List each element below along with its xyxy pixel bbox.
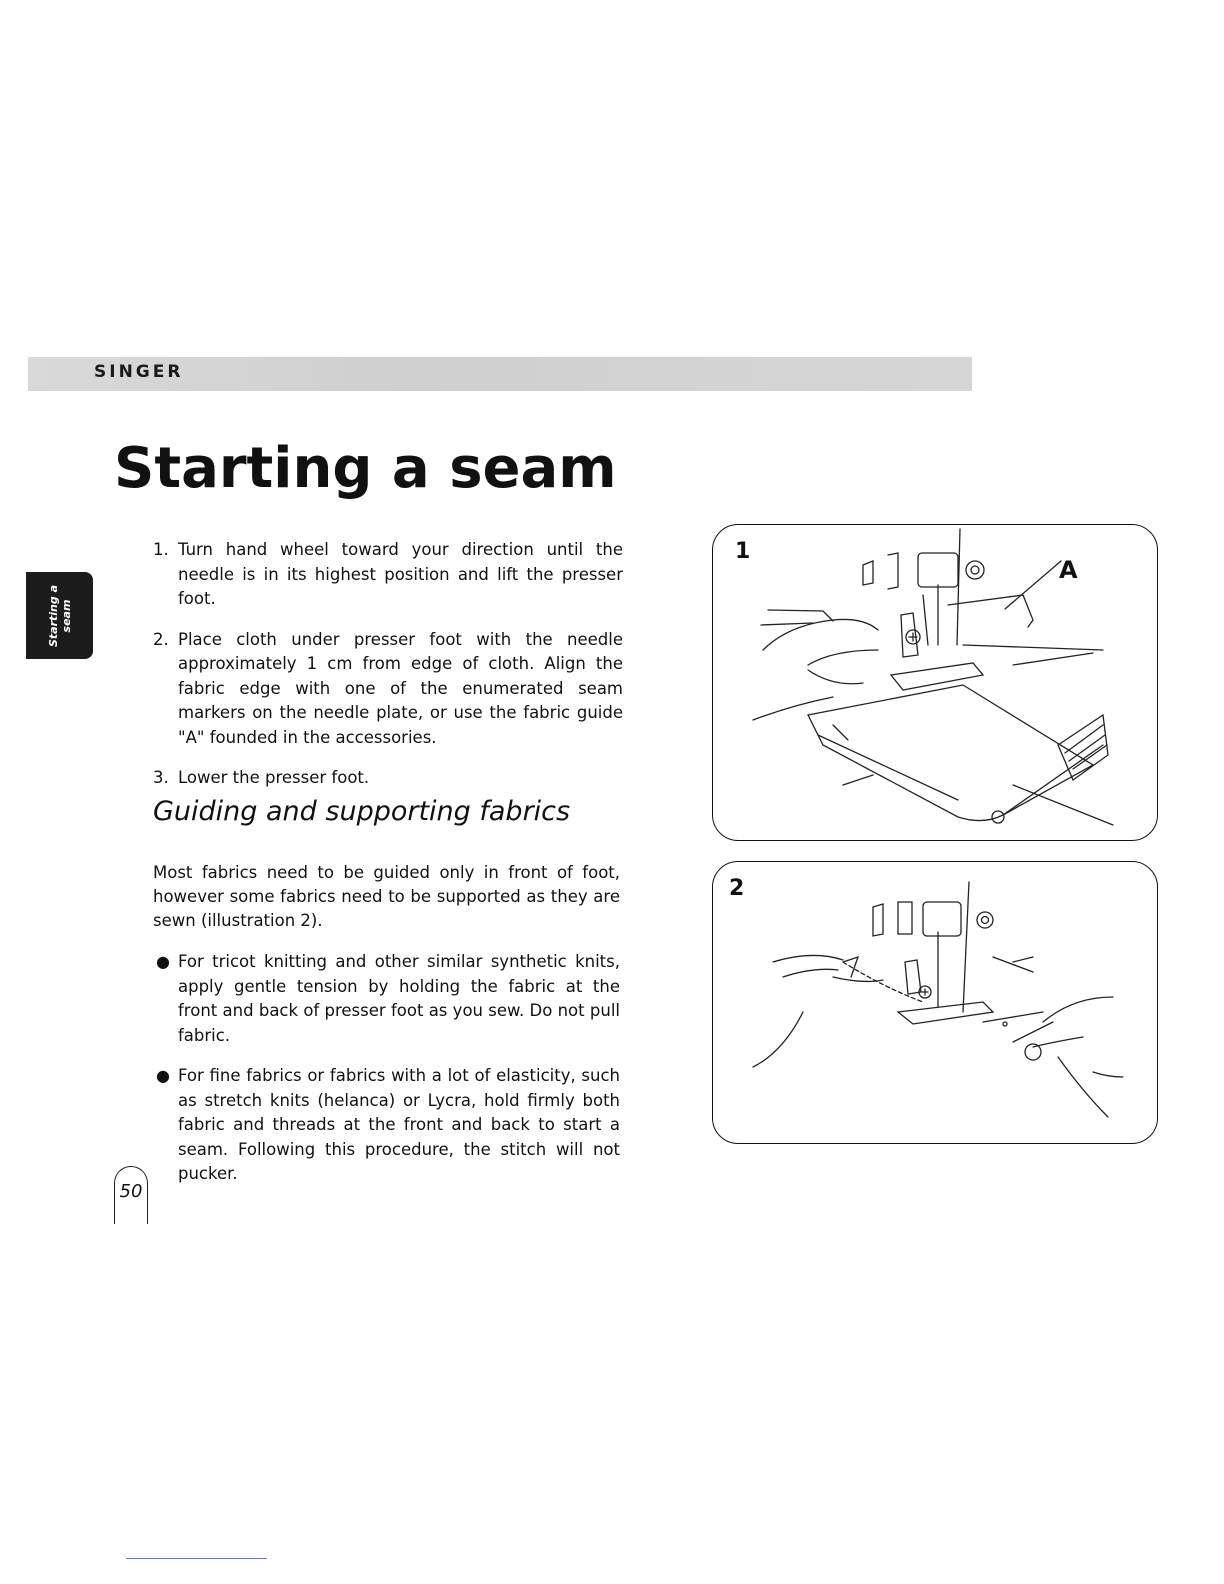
step-text: Turn hand wheel toward your direction until the needle is in its highest position and lift the presser foot.	[178, 540, 623, 608]
illustration-2	[712, 861, 1158, 1144]
bullet-text: For fine fabrics or fabrics with a lot of elasticity, such as stretch knits (helanca) or Lycra, hold firmly both fabric and threads at the front and back to start a seam. Following this procedure, the stitch will not pucker.	[178, 1066, 620, 1183]
intro-paragraph: Most fabrics need to be guided only in front of foot, however some fabrics need to be supported as they are sewn (illustration 2).	[153, 863, 620, 930]
side-tab-label-line1: Starting a	[46, 584, 60, 647]
step-number: 2.	[153, 629, 169, 649]
bullet-list	[153, 950, 620, 1203]
steps-list	[153, 538, 623, 807]
step-item	[153, 538, 623, 612]
bullet-marker: ●	[156, 1066, 170, 1085]
section-side-tab	[26, 572, 93, 659]
bullet-marker: ●	[156, 952, 170, 971]
illustration-number: 2	[729, 876, 745, 901]
illustration-number: 1	[735, 539, 751, 564]
footer-divider	[126, 1558, 267, 1559]
illustration-1	[712, 524, 1158, 841]
section-subtitle: Guiding and supporting fabrics	[153, 796, 571, 827]
step-number: 1.	[153, 540, 169, 559]
page-number: 50	[119, 1181, 143, 1202]
fabric-guide-callout: A	[1059, 556, 1078, 584]
step-item	[153, 628, 623, 751]
sewing-machine-illustration-2	[713, 862, 1159, 1145]
page-number-tab	[114, 1166, 148, 1224]
page-title: Starting a seam	[114, 436, 617, 501]
sewing-machine-illustration-1	[713, 525, 1159, 842]
step-item	[153, 766, 623, 791]
bullet-item	[153, 1064, 620, 1187]
side-tab-label	[47, 584, 73, 646]
step-text: Lower the presser foot.	[178, 768, 370, 787]
bullet-item	[153, 950, 620, 1048]
step-number: 3.	[153, 768, 169, 787]
step-text: Place cloth under presser foot with the needle approximately 1 cm from edge of cloth. Align the fabric edge with one of the enumerated seam markers on the needle plate, or use the fabric guide "A" founded in the accessories.	[178, 629, 623, 747]
side-tab-label-line2: seam	[59, 599, 73, 632]
brand-logo: SINGER	[94, 362, 184, 382]
bullet-text: For tricot knitting and other similar synthetic knits, apply gentle tension by holding the fabric at the front and back of presser foot as you sew. Do not pull fabric.	[178, 952, 620, 1045]
